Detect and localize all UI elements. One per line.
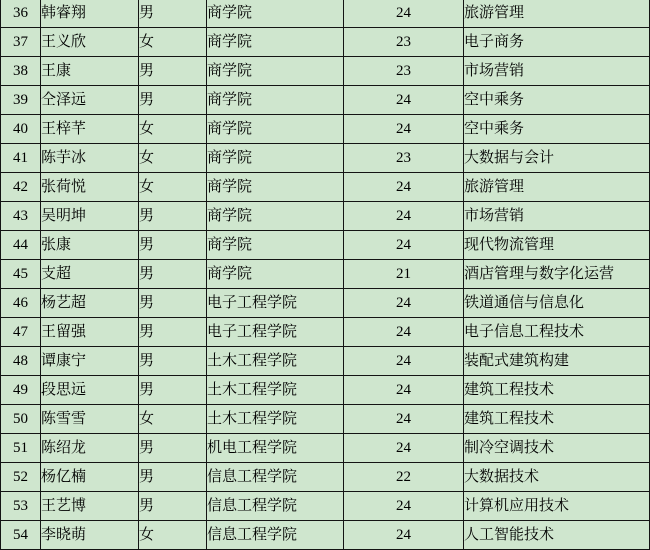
row-number-cell[interactable]: 53 xyxy=(1,492,41,521)
name-cell[interactable]: 王康 xyxy=(41,57,139,86)
row-number-cell[interactable]: 48 xyxy=(1,347,41,376)
major-cell[interactable]: 人工智能技术 xyxy=(464,521,650,550)
major-cell[interactable]: 铁道通信与信息化 xyxy=(464,289,650,318)
gender-cell[interactable]: 男 xyxy=(139,0,207,28)
row-number-cell[interactable]: 36 xyxy=(1,0,41,28)
gender-cell[interactable]: 女 xyxy=(139,144,207,173)
major-cell[interactable]: 大数据与会计 xyxy=(464,144,650,173)
age-cell[interactable]: 24 xyxy=(344,492,464,521)
table-row xyxy=(1,405,650,434)
row-number-cell[interactable]: 54 xyxy=(1,521,41,550)
table-row xyxy=(1,434,650,463)
gender-cell[interactable]: 女 xyxy=(139,521,207,550)
college-cell[interactable]: 商学院 xyxy=(207,57,344,86)
college-cell[interactable]: 商学院 xyxy=(207,0,344,28)
name-cell[interactable]: 吴明坤 xyxy=(41,202,139,231)
row-number-cell[interactable]: 40 xyxy=(1,115,41,144)
gender-cell[interactable]: 男 xyxy=(139,463,207,492)
college-cell[interactable]: 机电工程学院 xyxy=(207,434,344,463)
major-cell[interactable]: 装配式建筑构建 xyxy=(464,347,650,376)
row-number-cell[interactable]: 50 xyxy=(1,405,41,434)
gender-cell[interactable]: 男 xyxy=(139,376,207,405)
gender-cell[interactable]: 男 xyxy=(139,231,207,260)
major-cell[interactable]: 建筑工程技术 xyxy=(464,405,650,434)
table-row xyxy=(1,231,650,260)
table-row xyxy=(1,28,650,57)
table-row xyxy=(1,86,650,115)
table-row xyxy=(1,0,650,28)
name-cell[interactable]: 杨艺超 xyxy=(41,289,139,318)
table-row xyxy=(1,376,650,405)
gender-cell[interactable]: 女 xyxy=(139,115,207,144)
age-cell[interactable]: 24 xyxy=(344,231,464,260)
major-cell[interactable]: 建筑工程技术 xyxy=(464,376,650,405)
age-cell[interactable]: 22 xyxy=(344,463,464,492)
table-row xyxy=(1,260,650,289)
table-row xyxy=(1,144,650,173)
age-cell[interactable]: 21 xyxy=(344,260,464,289)
age-cell[interactable]: 24 xyxy=(344,173,464,202)
table-row xyxy=(1,347,650,376)
table-row xyxy=(1,492,650,521)
gender-cell[interactable]: 男 xyxy=(139,318,207,347)
college-cell[interactable]: 商学院 xyxy=(207,144,344,173)
college-cell[interactable]: 商学院 xyxy=(207,231,344,260)
name-cell[interactable]: 张荷悦 xyxy=(41,173,139,202)
major-cell[interactable]: 计算机应用技术 xyxy=(464,492,650,521)
student-table-body xyxy=(1,0,650,550)
major-cell[interactable]: 旅游管理 xyxy=(464,0,650,28)
name-cell[interactable]: 王义欣 xyxy=(41,28,139,57)
row-number-cell[interactable]: 44 xyxy=(1,231,41,260)
gender-cell[interactable]: 男 xyxy=(139,289,207,318)
major-cell[interactable]: 大数据技术 xyxy=(464,463,650,492)
college-cell[interactable]: 商学院 xyxy=(207,86,344,115)
age-cell[interactable]: 24 xyxy=(344,115,464,144)
age-cell[interactable]: 23 xyxy=(344,57,464,86)
row-number-cell[interactable]: 51 xyxy=(1,434,41,463)
major-cell[interactable]: 酒店管理与数字化运营 xyxy=(464,260,650,289)
table-row xyxy=(1,115,650,144)
major-cell[interactable]: 市场营销 xyxy=(464,57,650,86)
college-cell[interactable]: 商学院 xyxy=(207,28,344,57)
name-cell[interactable]: 李晓萌 xyxy=(41,521,139,550)
college-cell[interactable]: 商学院 xyxy=(207,260,344,289)
table-row xyxy=(1,463,650,492)
table-row xyxy=(1,202,650,231)
college-cell[interactable]: 商学院 xyxy=(207,115,344,144)
college-cell[interactable]: 土木工程学院 xyxy=(207,376,344,405)
college-cell[interactable]: 商学院 xyxy=(207,173,344,202)
name-cell[interactable]: 杨亿楠 xyxy=(41,463,139,492)
table-row xyxy=(1,521,650,550)
gender-cell[interactable]: 女 xyxy=(139,173,207,202)
name-cell[interactable]: 陈芋冰 xyxy=(41,144,139,173)
gender-cell[interactable]: 男 xyxy=(139,347,207,376)
row-number-cell[interactable]: 49 xyxy=(1,376,41,405)
major-cell[interactable]: 旅游管理 xyxy=(464,173,650,202)
name-cell[interactable]: 王艺博 xyxy=(41,492,139,521)
major-cell[interactable]: 现代物流管理 xyxy=(464,231,650,260)
college-cell[interactable]: 信息工程学院 xyxy=(207,521,344,550)
row-number-cell[interactable]: 45 xyxy=(1,260,41,289)
table-row xyxy=(1,289,650,318)
college-cell[interactable]: 电子工程学院 xyxy=(207,289,344,318)
name-cell[interactable]: 段思远 xyxy=(41,376,139,405)
row-number-cell[interactable]: 37 xyxy=(1,28,41,57)
name-cell[interactable]: 王留强 xyxy=(41,318,139,347)
name-cell[interactable]: 张康 xyxy=(41,231,139,260)
college-cell[interactable]: 信息工程学院 xyxy=(207,463,344,492)
row-number-cell[interactable]: 42 xyxy=(1,173,41,202)
row-number-cell[interactable]: 41 xyxy=(1,144,41,173)
major-cell[interactable]: 空中乘务 xyxy=(464,86,650,115)
age-cell[interactable]: 24 xyxy=(344,0,464,28)
row-number-cell[interactable]: 43 xyxy=(1,202,41,231)
major-cell[interactable]: 市场营销 xyxy=(464,202,650,231)
college-cell[interactable]: 土木工程学院 xyxy=(207,347,344,376)
table-row xyxy=(1,318,650,347)
gender-cell[interactable]: 男 xyxy=(139,202,207,231)
row-number-cell[interactable]: 47 xyxy=(1,318,41,347)
name-cell[interactable]: 陈绍龙 xyxy=(41,434,139,463)
gender-cell[interactable]: 男 xyxy=(139,492,207,521)
age-cell[interactable]: 24 xyxy=(344,405,464,434)
name-cell[interactable]: 仝泽远 xyxy=(41,86,139,115)
name-cell[interactable]: 陈雪雪 xyxy=(41,405,139,434)
table-row xyxy=(1,57,650,86)
gender-cell[interactable]: 女 xyxy=(139,28,207,57)
name-cell[interactable]: 谭康宁 xyxy=(41,347,139,376)
age-cell[interactable]: 24 xyxy=(344,86,464,115)
age-cell[interactable]: 24 xyxy=(344,434,464,463)
gender-cell[interactable]: 男 xyxy=(139,86,207,115)
college-cell[interactable]: 商学院 xyxy=(207,202,344,231)
age-cell[interactable]: 24 xyxy=(344,202,464,231)
row-number-cell[interactable]: 52 xyxy=(1,463,41,492)
gender-cell[interactable]: 男 xyxy=(139,57,207,86)
name-cell[interactable]: 支超 xyxy=(41,260,139,289)
college-cell[interactable]: 信息工程学院 xyxy=(207,492,344,521)
major-cell[interactable]: 电子商务 xyxy=(464,28,650,57)
name-cell[interactable]: 韩睿翔 xyxy=(41,0,139,28)
row-number-cell[interactable]: 46 xyxy=(1,289,41,318)
major-cell[interactable]: 电子信息工程技术 xyxy=(464,318,650,347)
age-cell[interactable]: 23 xyxy=(344,28,464,57)
major-cell[interactable]: 空中乘务 xyxy=(464,115,650,144)
age-cell[interactable]: 24 xyxy=(344,521,464,550)
age-cell[interactable]: 24 xyxy=(344,347,464,376)
gender-cell[interactable]: 男 xyxy=(139,434,207,463)
college-cell[interactable]: 土木工程学院 xyxy=(207,405,344,434)
row-number-cell[interactable]: 39 xyxy=(1,86,41,115)
college-cell[interactable]: 电子工程学院 xyxy=(207,318,344,347)
gender-cell[interactable]: 女 xyxy=(139,405,207,434)
row-number-cell[interactable]: 38 xyxy=(1,57,41,86)
table-row xyxy=(1,173,650,202)
major-cell[interactable]: 制冷空调技术 xyxy=(464,434,650,463)
name-cell[interactable]: 王梓芊 xyxy=(41,115,139,144)
age-cell[interactable]: 23 xyxy=(344,144,464,173)
age-cell[interactable]: 24 xyxy=(344,289,464,318)
age-cell[interactable]: 24 xyxy=(344,318,464,347)
gender-cell[interactable]: 男 xyxy=(139,260,207,289)
age-cell[interactable]: 24 xyxy=(344,376,464,405)
